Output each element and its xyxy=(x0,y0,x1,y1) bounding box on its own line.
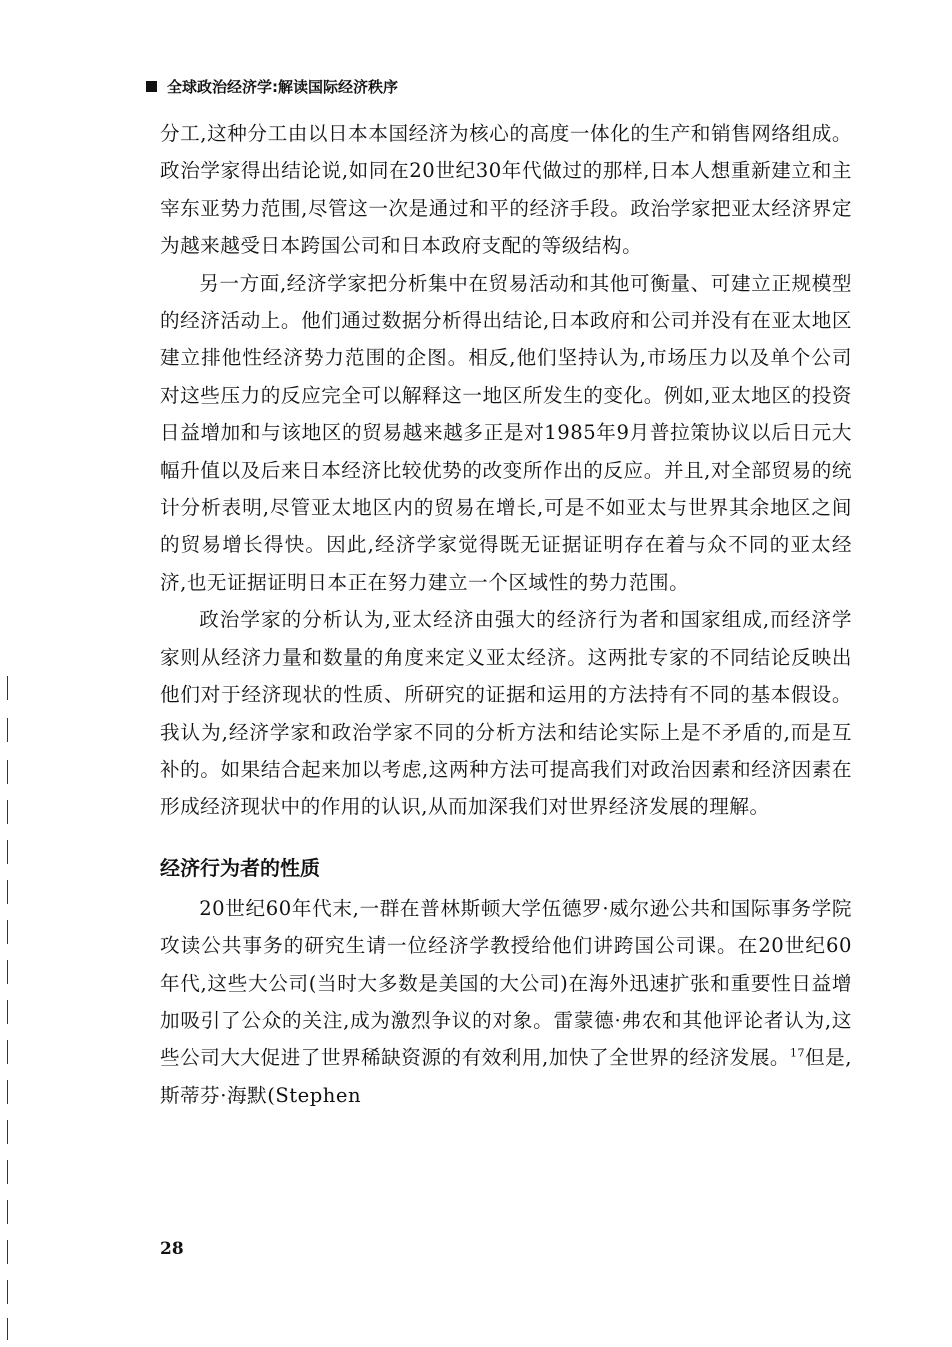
scan-margin-mark xyxy=(7,840,8,864)
running-header-title: 全球政治经济学:解读国际经济秩序 xyxy=(167,78,399,96)
paragraph: 政治学家的分析认为,亚太经济由强大的经济行为者和国家组成,而经济学家则从经济力量和数量的角度来定义亚太经济。这两批专家的不同结论反映出他们对于经济现状的性质、所研究的证据和运用的方法持有不同的基本假设。我认为,经济学家和政治学家不同的分析方法和结论实际上是不矛盾的,而是互补的。如果结合起来加以考虑,这两种方法可提高我们对政治因素和经济因素在形成经济现状中的作用的认识,从而加深我们对世界经济发展的理解。 xyxy=(160,608,852,819)
scan-margin-mark xyxy=(7,760,8,784)
square-bullet-icon xyxy=(146,81,157,92)
scan-margin-mark xyxy=(7,1280,8,1304)
section-paragraph xyxy=(160,890,852,1114)
scan-margin-mark xyxy=(7,1000,8,1024)
paragraph-continued: 分工,这种分工由以日本本国经济为核心的高度一体化的生产和销售网络组成。政治学家得出结论说,如同在20世纪30年代做过的那样,日本人想重新建立和主宰东亚势力范围,尽管这一次是通过和平的经济手段。政治学家把亚太经济界定为越来越受日本跨国公司和日本政府支配的等级结构。 xyxy=(160,122,852,258)
running-header xyxy=(146,76,398,97)
scan-margin-mark xyxy=(7,1160,8,1184)
page-number: 28 xyxy=(160,1239,184,1259)
scan-margin-mark xyxy=(7,1120,8,1144)
scan-margin-mark xyxy=(7,1240,8,1264)
scan-margin-mark xyxy=(7,1040,8,1064)
section-paragraph-text: 20世纪60年代末,一群在普林斯顿大学伍德罗·威尔逊公共和国际事务学院攻读公共事务的研究生请一位经济学教授给他们讲跨国公司课。在20世纪60年代,这些大公司(当时大多数是美国的大公司)在海外迅速扩张和重要性日益增加吸引了公众的关注,成为激烈争议的对象。雷蒙德·弗农和其他评论者认为,这些公司大大促进了世界稀缺资源的有效利用,加快了全世界的经济发展。 xyxy=(160,896,852,1070)
paragraph: 另一方面,经济学家把分析集中在贸易活动和其他可衡量、可建立正规模型的经济活动上。他们通过数据分析得出结论,日本政府和公司并没有在亚太地区建立排他性经济势力范围的企图。相反,他们坚持认为,市场压力以及单个公司对这些压力的反应完全可以解释这一地区所发生的变化。例如,亚太地区的投资日益增加和与该地区的贸易越来越多正是对1985年9月普拉策协议以后日元大幅升值以及后来日本经济比较优势的改变所作出的反应。并且,对全部贸易的统计分析表明,尽管亚太地区内的贸易在增长,可是不如亚太与世界其余地区之间的贸易增长得快。因此,经济学家觉得既无证据证明存在着与众不同的亚太经济,也无证据证明日本正在努力建立一个区域性的势力范围。 xyxy=(160,271,852,594)
scan-margin-mark xyxy=(7,1318,8,1340)
scan-margin-mark xyxy=(7,1080,8,1104)
scan-margin-mark xyxy=(7,718,8,742)
footnote-reference[interactable]: 17 xyxy=(790,1046,806,1060)
scan-margin-mark xyxy=(7,960,8,984)
section-heading: 经济行为者的性质 xyxy=(160,855,320,880)
scan-margin-mark xyxy=(7,880,8,904)
body-text xyxy=(160,115,852,1114)
section-paragraph-tail: 但是,斯蒂芬·海默(Stephen xyxy=(160,1046,853,1107)
scan-margin-mark xyxy=(7,1200,8,1224)
scan-margin-mark xyxy=(7,800,8,824)
scan-margin-mark xyxy=(7,920,8,944)
scan-margin-mark xyxy=(7,676,8,700)
